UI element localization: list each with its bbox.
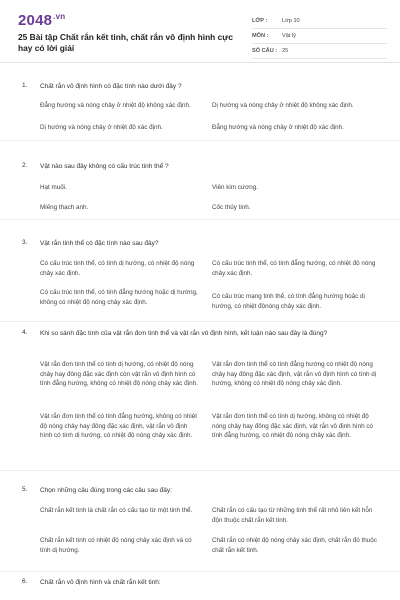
meta-row-subject [252,29,387,44]
meta-label: MÔN : [252,33,269,39]
question-4 [0,322,400,471]
option-b[interactable]: Có cấu trúc tinh thể, có tính đẳng hướng, có nhiệt độ nóng chảy xác định. [212,260,376,277]
question-text: Vật rắn tinh thể có đặc tính nào sau đây? [40,240,159,247]
question-2 [0,141,400,220]
page-header [0,0,400,63]
option-d[interactable]: Cốc thủy tinh. [212,204,251,211]
question-text: Chất rắn vô định hình có đặc tính nào dưới đây ? [40,83,182,90]
option-a[interactable]: Vật rắn đơn tinh thể có tính dị hướng, có nhiệt độ nóng chảy hay đông đặc xác định còn vật rắn vô định hình có tính đẳng hướng, không có nhiệt độ nóng chảy xác định. [40,361,198,387]
question-1 [0,62,400,141]
meta-label: LỚP : [252,18,268,24]
question-text: Khi so sánh đặc tính của vật rắn đơn tinh thể và vật rắn vô định hình, kết luận nào sau đây là đúng? [40,330,328,337]
meta-value: Vật lý [282,33,296,39]
question-list [0,62,400,600]
option-d[interactable]: Có cấu trúc mạng tinh thể, có tính đẳng hướng hoặc dị hướng, có nhiệt độnóng chảy xác định. [212,293,365,310]
option-c[interactable]: Dị hướng và nóng chảy ở nhiệt độ xác định. [40,124,163,131]
question-number: 4. [22,329,28,336]
option-d[interactable]: Vật rắn đơn tinh thể có tính dị hướng, không có nhiệt độ nóng chảy hay đông đặc xác định, vật rắn vô định hình có tính đẳng hướng, có nhiệt độ nóng chảy xác định. [212,413,374,439]
document-title: 25 Bài tập Chất rắn kết tinh, chất rắn vô định hình cực hay có lời giải [18,32,234,53]
option-b[interactable]: Vật rắn đơn tinh thể có tính đẳng hướng có nhiệt độ nóng chảy hay đông đặc xác định, vật rắn vô định hình có tính dị hướng, không có nhiệt độ nóng chảy xác định. [212,361,377,387]
question-3 [0,220,400,322]
meta-label: SỐ CÂU : [252,48,278,54]
meta-value: 25 [282,48,289,54]
question-number: 5. [22,486,28,493]
option-a[interactable]: Hạt muối. [40,184,67,191]
question-number: 3. [22,239,28,246]
meta-row-grade [252,14,387,29]
option-c[interactable]: Vật rắn đơn tinh thể có tính đẳng hướng, không có nhiệt độ nóng chảy hay đông đặc xác định, vật rắn vô định hình có tính dị hướng, có nhiệt độ nóng chảy xác định. [40,413,198,439]
question-5 [0,471,400,572]
meta-info [252,14,387,59]
question-text: Chọn những câu đúng trong các câu sau đây: [40,487,172,494]
question-number: 2. [22,162,28,169]
option-b[interactable]: Viên kim cương. [212,184,259,191]
meta-value: Lớp 10 [282,18,300,24]
question-text: Vật nào sau đây không có cấu trúc tinh thể ? [40,163,169,170]
meta-row-count [252,44,387,59]
option-d[interactable]: Chất rắn có nhiệt độ nóng chảy xác định, chất rắn đó thuộc chất rắn kết tinh. [212,537,377,554]
question-number: 6. [22,578,28,585]
option-b[interactable]: Chất rắn có cấu tạo từ những tinh thể rất nhỏ liên kết hỗn độn thuộc chất rắn kết tinh. [212,507,373,524]
option-a[interactable]: Có cấu trúc tinh thể, có tính dị hướng, có nhiệt độ nóng chảy xác định. [40,260,195,277]
option-b[interactable]: Dị hướng và nóng chảy ở nhiệt độ không xác định. [212,102,354,109]
question-text: Chất rắn vô định hình và chất rắn kết tinh: [40,579,161,586]
option-c[interactable]: Miếng thạch anh. [40,204,89,211]
question-number: 1. [22,82,28,89]
option-a[interactable]: Chất rắn kết tinh là chất rắn có cấu tạo từ một tinh thể. [40,507,193,514]
option-c[interactable]: Chất rắn kết tinh có nhiệt độ nóng chảy xác định và có tính dị hướng. [40,537,192,554]
option-a[interactable]: Đẳng hướng và nóng chảy ở nhiệt độ không xác định. [40,102,191,109]
site-logo[interactable]: $2048^{.vn}$ [18,12,66,29]
question-6 [0,572,400,600]
option-d[interactable]: Đẳng hướng và nóng chảy ở nhiệt độ xác định. [212,124,344,131]
option-c[interactable]: Có cấu trúc tinh thể, có tính đẳng hướng hoặc dị hướng, không có nhiệt độ nóng chảy xác định. [40,289,198,306]
